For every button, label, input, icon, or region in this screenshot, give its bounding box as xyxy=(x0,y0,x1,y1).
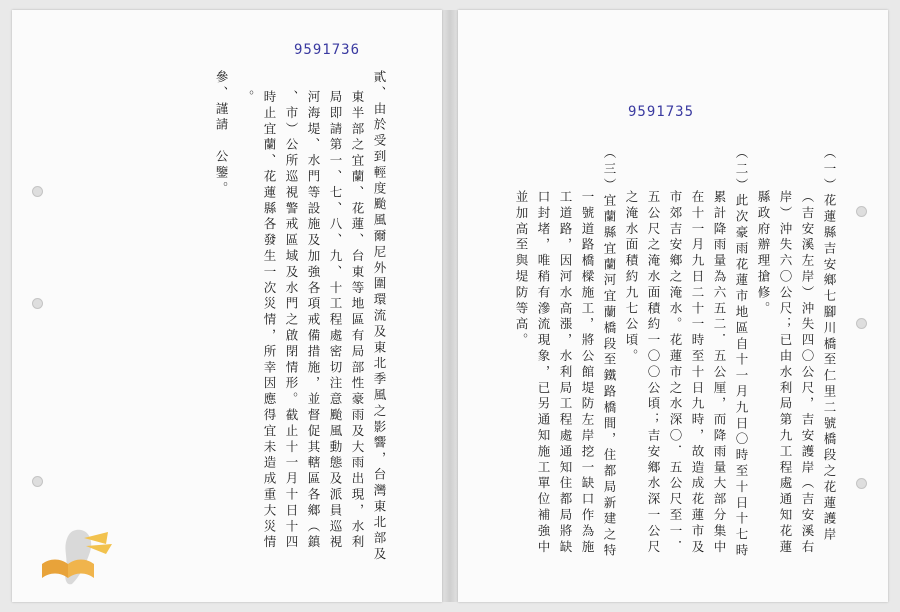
punch-hole xyxy=(32,476,43,487)
left-page xyxy=(12,10,442,602)
page-gutter xyxy=(442,10,458,602)
right-text-column: 工道路，因河水高漲，水利局工程處通知住都局將缺 xyxy=(558,190,573,556)
left-text-column: 貳、由於受到輕度颱風爾尼外圍環流及東北季風之影響，台灣東北部及 xyxy=(372,70,387,563)
left-text-column-closing: 參、謹請 公鑒。 xyxy=(214,70,229,198)
right-text-column: 並加高至與堤防等高。 xyxy=(514,190,529,349)
right-text-column: 之淹水面積約九七公頃。 xyxy=(624,190,639,365)
right-text-column: （一）花蓮縣吉安鄉七腳川橋至仁里二號橋段之花蓮護岸 xyxy=(822,146,837,544)
right-text-column: 口封堵，唯稍有滲流現象，已另通知施工單位補強中 xyxy=(536,190,551,556)
right-text-column: 岸）沖失六〇公尺；已由水利局第九工程處通知花蓮 xyxy=(778,190,793,556)
right-text-column: 一號道路橋樑施工，將公館堤防左岸挖一缺口作為施 xyxy=(580,190,595,556)
left-text-column: 東半部之宜蘭、花蓮、台東等地區有局部性豪雨及大雨出現，水利 xyxy=(350,90,365,552)
left-text-column: 局即請第一、七、八、九、十工程處密切注意颱風動態及派員巡視 xyxy=(328,90,343,552)
right-text-column: 縣政府辦理搶修。 xyxy=(756,190,771,318)
right-text-column: 五公尺之淹水面積約一〇〇公頃；吉安鄉水深一公尺 xyxy=(646,190,661,556)
left-text-column: 河海堤、水門等設施及加強各項戒備措施，並督促其轄區各鄉（鎮 xyxy=(306,90,321,552)
punch-hole xyxy=(856,206,867,217)
right-page xyxy=(458,10,888,602)
right-text-column: （吉安溪左岸）沖失四〇公尺，吉安護岸（吉安溪右 xyxy=(800,190,815,556)
left-text-column: 、市）公所巡視警戒區域及水門之啟閉情形。截止十一月十日十四 xyxy=(284,90,299,552)
punch-hole xyxy=(32,186,43,197)
right-text-column: 市郊吉安鄉之淹水。花蓮市之水深〇．五公尺至一． xyxy=(668,190,683,556)
punch-hole xyxy=(856,478,867,489)
taiwan-book-logo-icon xyxy=(36,524,118,590)
right-text-column: 在十一月九日二十一時至十日九時，故造成花蓮市及 xyxy=(690,190,705,556)
right-text-column: （三）宜蘭縣宜蘭河宜蘭橋段至鐵路橋間，住都局新建之特 xyxy=(602,146,617,560)
right-text-column: （二）此次豪雨花蓮市地區自十一月九日〇時至十日十七時 xyxy=(734,146,749,560)
left-text-column: 時止宜蘭、花蓮縣各發生一次災情，所幸因應得宜未造成重大災情 xyxy=(262,90,277,552)
right-text-column: 累計降雨量為六五二．五公厘，而降雨量大部分集中 xyxy=(712,190,727,556)
punch-hole xyxy=(856,318,867,329)
right-serial-number: 9591735 xyxy=(628,104,695,120)
left-serial-number: 9591736 xyxy=(294,42,361,58)
punch-hole xyxy=(32,298,43,309)
left-text-column: 。 xyxy=(240,90,255,106)
